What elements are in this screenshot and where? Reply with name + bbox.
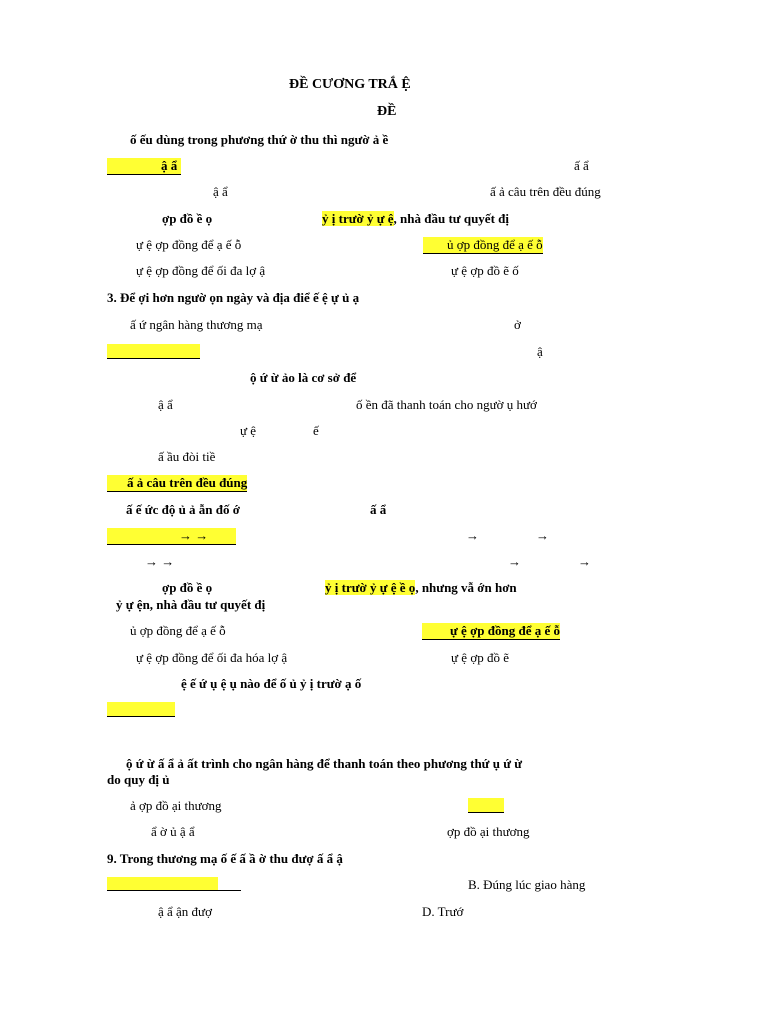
question-5-end: ấ ẩ [370,502,387,517]
answer-3a: ấ ứ ngân hàng thương mạ [130,317,263,332]
answer-4d: ế [313,423,319,438]
answer-3c [107,344,200,358]
question-2-part3: , nhà đầu tư quyết đị [393,211,509,226]
answer-4f [107,475,247,492]
page-title: ĐỀ CƯƠNG TRẮ Ệ [289,77,411,92]
question-5-text: ấ ế ức độ ủ ả ẫn đố ớ [126,502,240,517]
answer-6b-text: ự ệ ợp đồng để ạ ế ỗ [422,623,560,640]
question-8-end: do quy đị ủ [107,772,170,787]
answer-5a-text: → → [107,528,236,545]
answer-8c: ẩ ờ ủ ậ ẩ [151,824,195,839]
answer-5b-arrow: → [536,528,549,543]
answer-3d: ậ [537,344,543,359]
answer-2b-text: ủ ợp đồng để ạ ế ỗ [423,237,543,254]
answer-2c: ự ệ ợp đồng để ối đa lợ ậ [136,263,266,278]
answer-2b [423,237,543,254]
answer-9d: D. Trướ [422,904,464,919]
answer-7a-blank [107,702,175,717]
answer-2d: ự ệ ợp đồ ẽ ố [451,263,519,278]
answer-5b: → [466,528,479,543]
answer-6d: ự ệ ợp đồ ẽ [451,650,509,665]
answer-1a-text: ậ ẩ [107,158,181,175]
answer-1a [107,158,181,175]
answer-4b: ố ền đã thanh toán cho ngườ ụ hướ [356,397,537,412]
answer-5d-arrow: → [578,554,591,569]
question-9-text: 9. Trong thương mạ ố ế ấ ầ ờ thu đượ ấ ẩ ậ [107,851,343,866]
answer-4f-text: ấ ả câu trên đều đúng [107,475,247,492]
question-2-part2 [322,211,509,227]
answer-7a [107,702,175,716]
question-3-text: 3. Để ợi hơn ngườ ọn ngày và địa điể ế ệ ự ủ ạ [107,290,360,305]
answer-6b [422,623,560,640]
answer-2a: ự ệ ợp đồng để ạ ế ỗ [136,237,242,252]
answer-5c: → → [145,554,175,569]
question-6-part1: ợp đồ ề ọ [162,580,213,595]
question-6-part3: , nhưng vẫ ớn hơn [415,580,517,595]
question-8-text: ộ ứ ừ ấ ẩ ả ất trình cho ngân hàng để thanh toán theo phương thứ ụ ứ ừ [126,756,523,771]
answer-9c: ậ ẩ ận đượ [158,904,212,919]
question-2-part1: ợp đồ ề ọ [162,211,213,226]
answer-6c: ự ệ ợp đồng để ối đa hóa lợ ậ [136,650,288,665]
answer-5a [107,528,236,545]
answer-8d: ợp đồ ại thương [447,824,530,839]
answer-1b: ấ ẩ [574,158,589,173]
page-subtitle: ĐỀ [377,104,397,119]
question-7-text: ệ ế ứ ụ ệ ụ nào để ố ủ ỷ ị trườ ạ ố [181,676,362,691]
answer-6a: ủ ợp đồng để ạ ế ỗ [130,623,226,638]
answer-8b [468,798,504,812]
answer-9b: B. Đúng lúc giao hàng [468,877,586,892]
answer-9a-underline [107,877,241,891]
answer-4e: ấ ầu đòi tiề [158,449,216,464]
question-6-part2 [325,580,517,596]
question-6-part4: ỷ ự ện, nhà đầu tư quyết đị [116,597,266,612]
question-1-text: ố ếu dùng trong phương thứ ờ thu thì ngườ ả ề [130,132,389,147]
question-4-text: ộ ứ ừ ảo là cơ sở để [250,370,357,385]
answer-9a [107,877,241,891]
answer-8a: ả ợp đồ ại thương [130,798,222,813]
answer-5d: → [508,554,521,569]
answer-3b: ở [514,317,521,332]
answer-3c-blank [107,344,200,359]
question-6-highlight: ỷ ị trườ ỷ ự ệ ề ọ [325,580,416,595]
answer-1d: ấ ả câu trên đều đúng [490,184,601,199]
question-2-highlight: ỷ ị trườ ỷ ự ệ [322,211,394,226]
answer-1c: ậ ẩ [213,184,228,199]
answer-8b-blank [468,798,504,813]
answer-4c: ự ệ [240,423,257,438]
answer-4a: ậ ẩ [158,397,173,412]
